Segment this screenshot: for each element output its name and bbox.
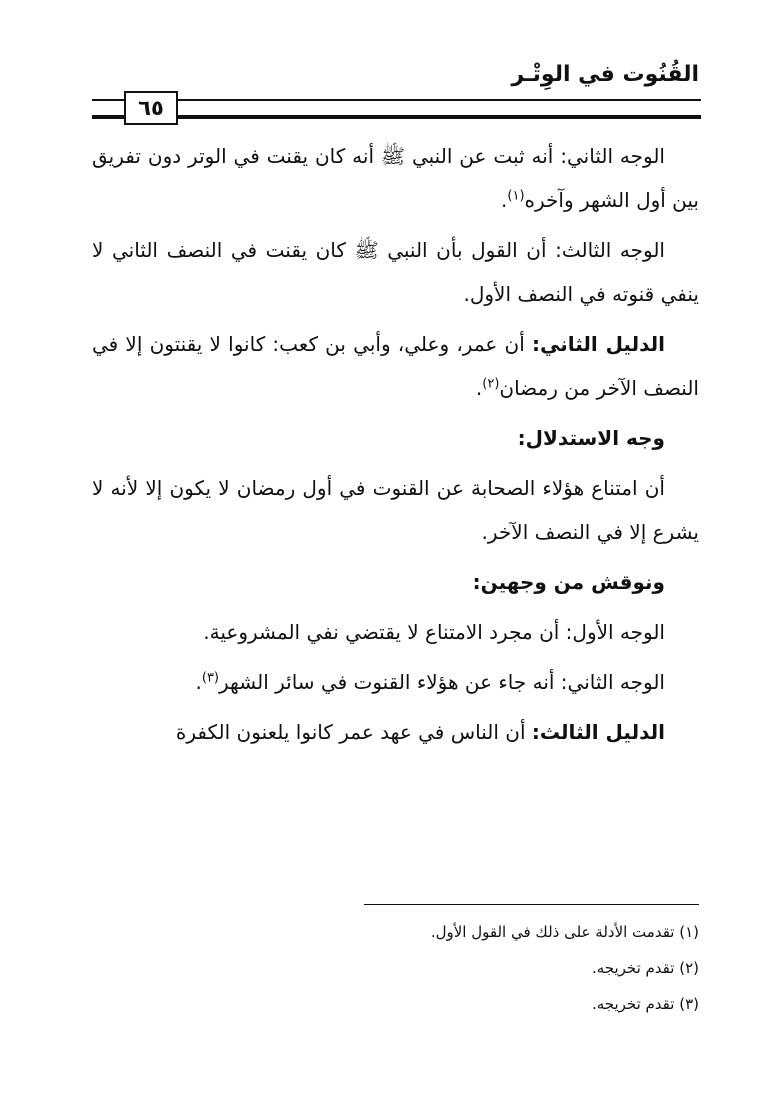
main-text	[92, 134, 699, 760]
paragraph	[92, 710, 699, 754]
footnote-marker: (٢)	[482, 376, 500, 392]
header-rule	[92, 99, 701, 119]
running-header-title: القُنُوت في الوِتْـر	[511, 62, 699, 87]
evidence-label: الدليل الثالث:	[531, 720, 665, 744]
footnote: (٣) تقدم تخريجه.	[591, 995, 699, 1013]
paragraph-text: الوجه الثاني: أنه ثبت عن النبي ﷺ أنه كان يقنت في الوتر دون تفريق بين أول الشهر وآخره	[92, 144, 699, 212]
footnote-separator	[364, 904, 699, 905]
paragraph: الوجه الثاني: أنه جاء عن هؤلاء القنوت في سائر الشهر$^{(٣)}$.	[195, 670, 665, 694]
footnote: (٢) تقدم تخريجه.	[591, 959, 699, 977]
paragraph-text: الوجه الثاني: أنه جاء عن هؤلاء القنوت في سائر الشهر	[219, 670, 665, 694]
footnote-marker: (٣)	[201, 670, 219, 686]
section-heading: وجه الاستدلال:	[517, 426, 665, 450]
paragraph: الدليل الثاني: أن عمر، وعلي، وأبي بن كعب: كانوا لا يقنتون إلا في النصف الآخر من رمضان$^{(٢)}$.	[92, 332, 699, 400]
page-number: ٦٥	[124, 91, 178, 125]
paragraph: الوجه الثالث: أن القول بأن النبي ﷺ كان يقنت في النصف الثاني لا ينفي قنوته في النصف الأول.	[92, 238, 699, 306]
paragraph-text: أن الناس في عهد عمر كانوا يلعنون الكفرة	[175, 720, 532, 744]
paragraph: الوجه الأول: أن مجرد الامتناع لا يقتضي نفي المشروعية.	[203, 620, 665, 644]
evidence-label: الدليل الثاني:	[531, 332, 666, 356]
footnotes	[92, 914, 699, 1022]
footnote: (١) تقدمت الأدلة على ذلك في القول الأول.	[430, 923, 699, 941]
paragraph: الوجه الثاني: أنه ثبت عن النبي ﷺ أنه كان يقنت في الوتر دون تفريق بين أول الشهر وآخره$^{(١)}$.	[92, 144, 699, 212]
section-heading: ونوقش من وجهين:	[472, 570, 665, 594]
paragraph-text: أن عمر، وعلي، وأبي بن كعب: كانوا لا يقنتون إلا في النصف الآخر من رمضان	[92, 332, 699, 400]
footnote-marker: (١)	[507, 188, 525, 204]
paragraph: أن امتناع هؤلاء الصحابة عن القنوت في أول رمضان لا يكون إلا لأنه لا يشرع إلا في النصف الآخر.	[92, 476, 699, 544]
